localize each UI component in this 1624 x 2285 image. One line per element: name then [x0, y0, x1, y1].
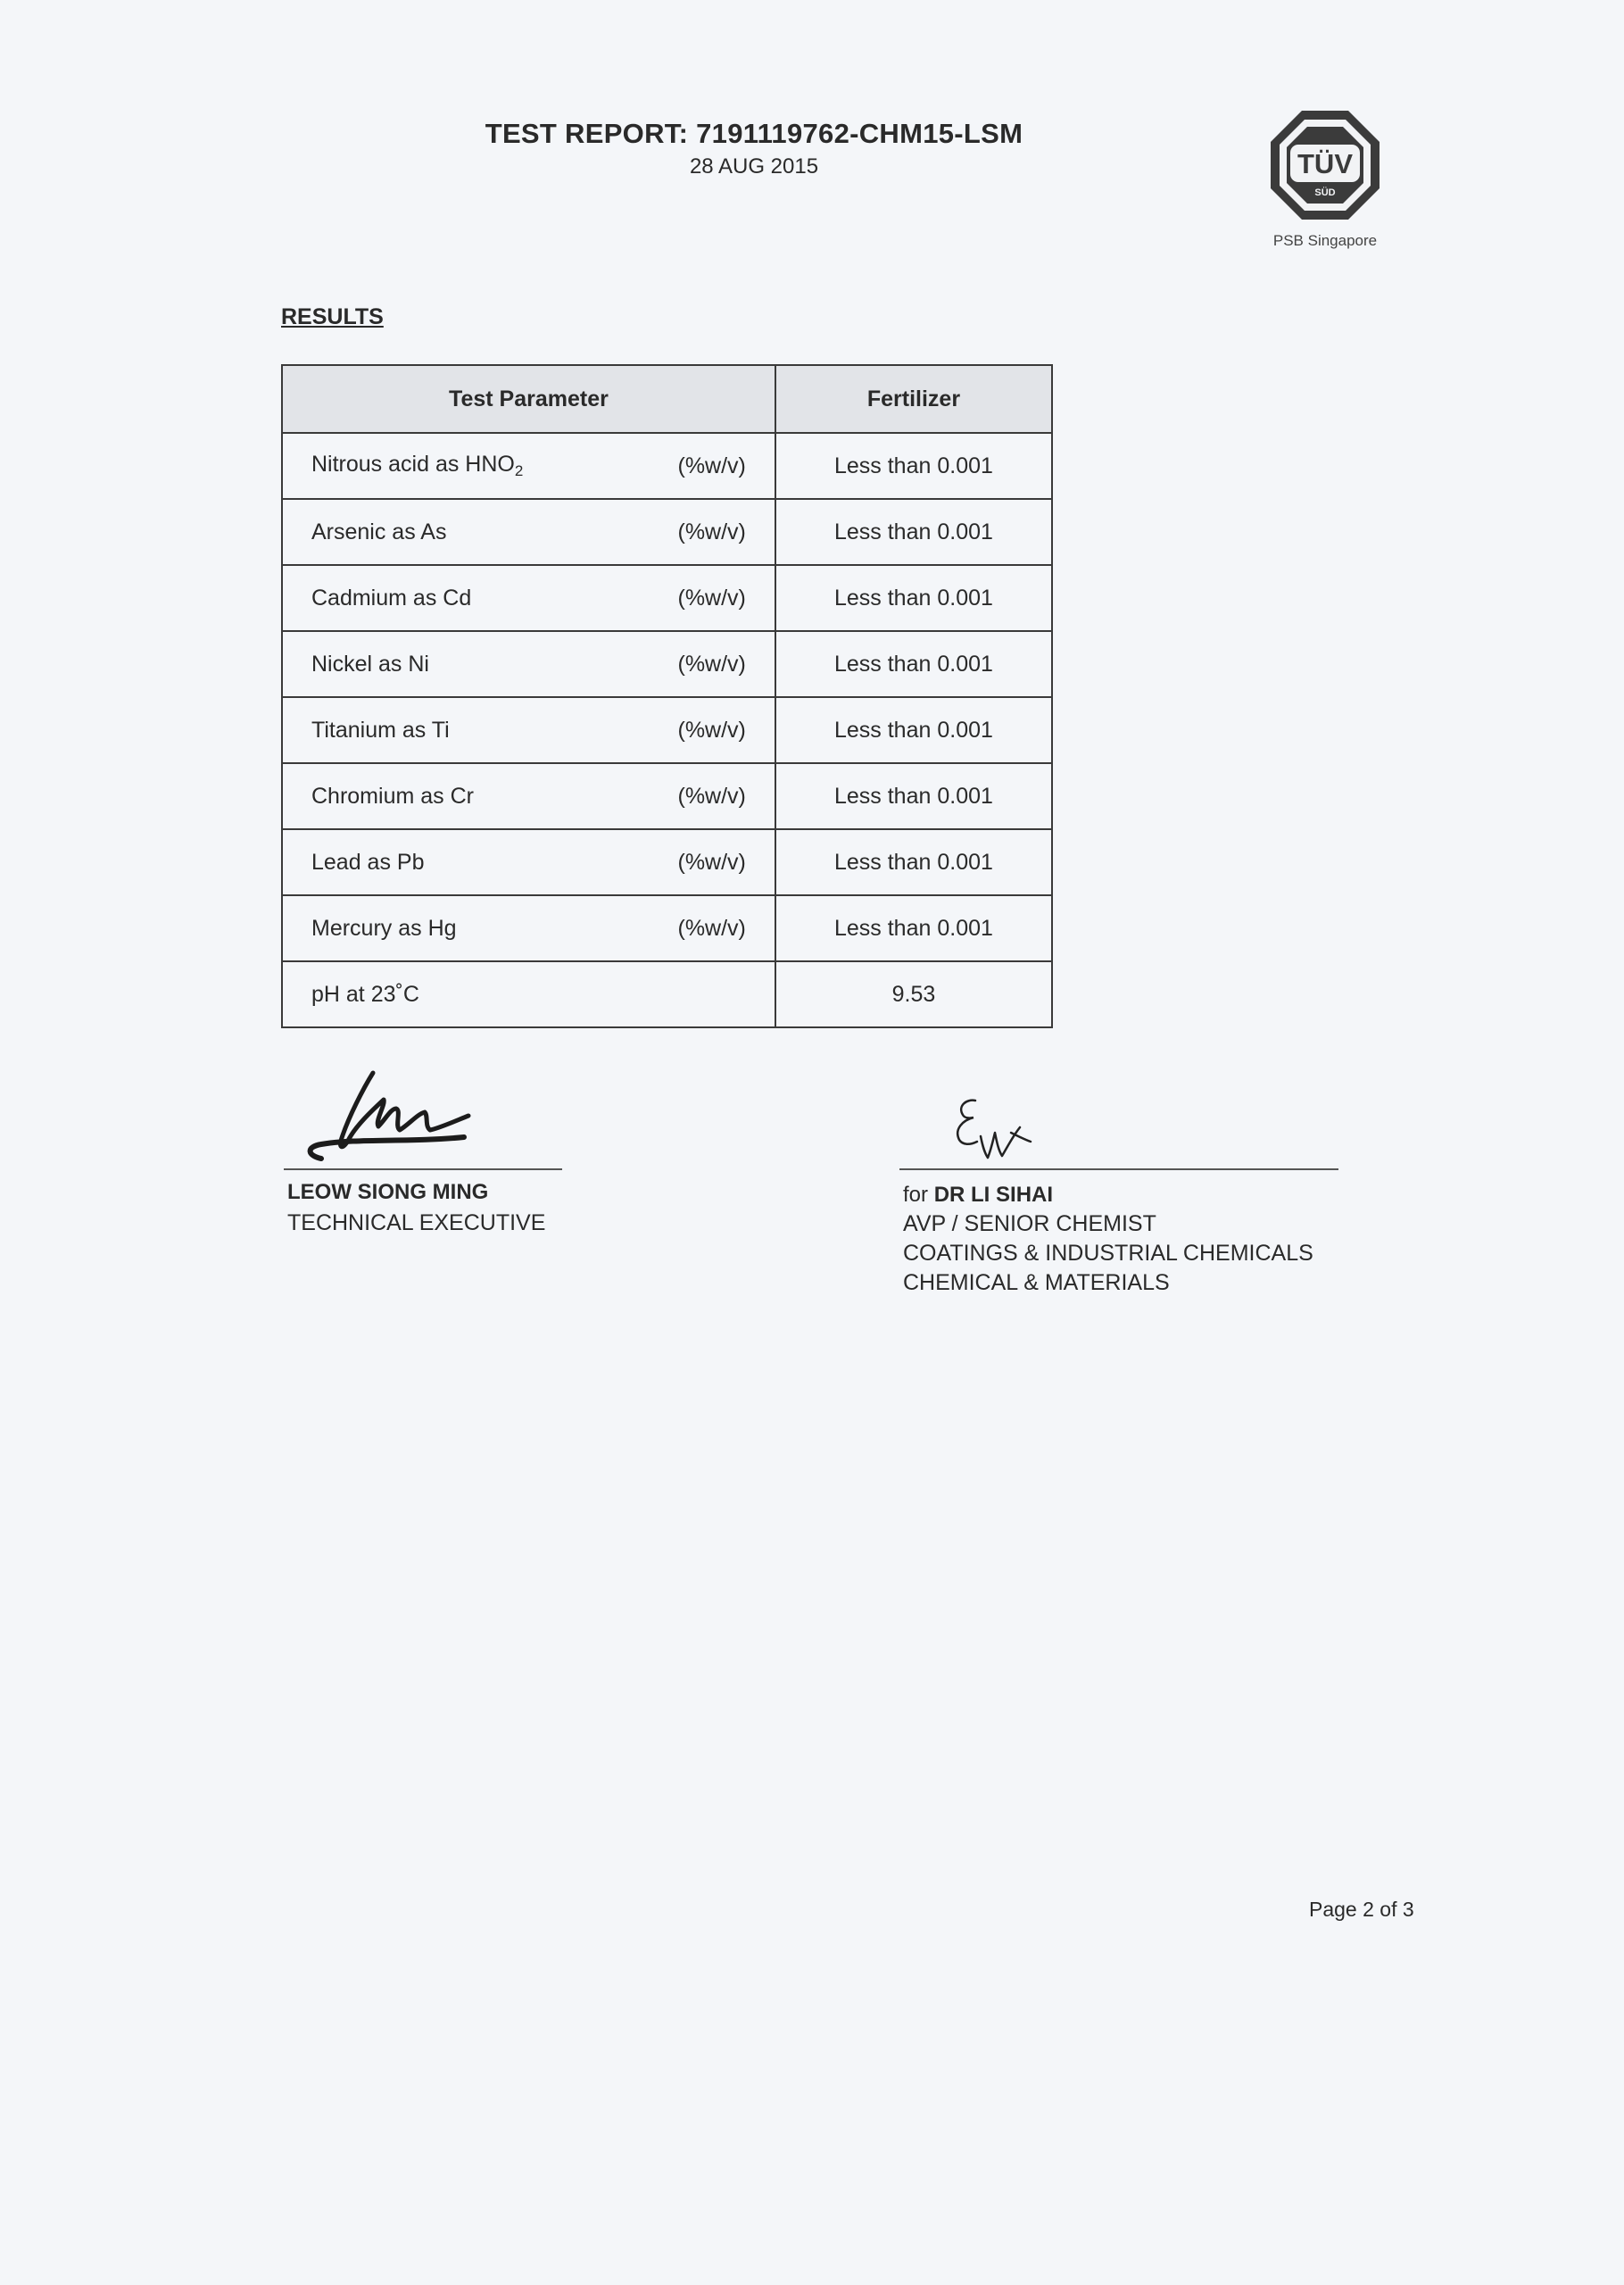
results-heading: RESULTS — [281, 304, 384, 329]
value-cell: Less than 0.001 — [775, 499, 1052, 565]
parameter-cell: pH at 23˚C — [282, 961, 775, 1027]
signature-leow-siong-ming — [286, 1062, 509, 1169]
tuv-sud-octagon-logo-icon — [1269, 109, 1381, 221]
results-table — [281, 364, 1053, 1028]
page-number: Page 2 of 3 — [1309, 1898, 1414, 1921]
signature-line-right — [899, 1168, 1338, 1170]
logo-sub-text: SÜD — [1314, 187, 1336, 198]
report-date: 28 AUG 2015 — [689, 154, 819, 179]
signatory-block-right — [903, 1180, 1313, 1298]
signatory-department: COATINGS & INDUSTRIAL CHEMICALS — [903, 1241, 1313, 1266]
unit-cell: (%w/v) — [617, 433, 775, 499]
parameter-cell — [282, 433, 617, 499]
value-cell: Less than 0.001 — [775, 565, 1052, 631]
parameter-label: Nitrous acid as HNO — [311, 452, 515, 477]
table-row — [282, 499, 1052, 565]
value-cell: Less than 0.001 — [775, 631, 1052, 697]
table-row — [282, 565, 1052, 631]
signatory-title-right: AVP / SENIOR CHEMIST — [903, 1211, 1156, 1236]
parameter-cell: Cadmium as Cd — [282, 565, 617, 631]
tuv-sud-logo — [1263, 109, 1388, 261]
parameter-cell: Mercury as Hg — [282, 895, 617, 961]
signature-li-sihai — [941, 1093, 1057, 1174]
unit-cell: (%w/v) — [617, 895, 775, 961]
parameter-cell: Lead as Pb — [282, 829, 617, 895]
report-title: TEST REPORT: 7191119762-CHM15-LSM — [485, 118, 1023, 149]
column-header-test-parameter: Test Parameter — [282, 365, 775, 433]
parameter-cell: Titanium as Ti — [282, 697, 617, 763]
signatory-division: CHEMICAL & MATERIALS — [903, 1270, 1170, 1295]
unit-cell: (%w/v) — [617, 763, 775, 829]
parameter-cell: Nickel as Ni — [282, 631, 617, 697]
column-header-fertilizer: Fertilizer — [775, 365, 1052, 433]
value-cell: Less than 0.001 — [775, 829, 1052, 895]
table-header-row — [282, 365, 1052, 433]
table-row — [282, 895, 1052, 961]
parameter-subscript: 2 — [514, 462, 524, 479]
value-cell: Less than 0.001 — [775, 697, 1052, 763]
value-cell: 9.53 — [775, 961, 1052, 1027]
parameter-cell: Arsenic as As — [282, 499, 617, 565]
unit-cell: (%w/v) — [617, 499, 775, 565]
table-row — [282, 697, 1052, 763]
signatory-name-left: LEOW SIONG MING — [287, 1180, 489, 1204]
unit-cell: (%w/v) — [617, 631, 775, 697]
table-row — [282, 763, 1052, 829]
signature-line-left — [284, 1168, 562, 1170]
logo-brand-text: TÜV — [1297, 148, 1353, 179]
table-row — [282, 433, 1052, 499]
table-row — [282, 829, 1052, 895]
signatory-for-prefix: for — [903, 1183, 929, 1207]
value-cell: Less than 0.001 — [775, 763, 1052, 829]
unit-cell: (%w/v) — [617, 697, 775, 763]
table-row — [282, 961, 1052, 1027]
value-cell: Less than 0.001 — [775, 433, 1052, 499]
parameter-cell: Chromium as Cr — [282, 763, 617, 829]
value-cell: Less than 0.001 — [775, 895, 1052, 961]
signatory-name-right: DR LI SIHAI — [933, 1183, 1054, 1207]
unit-cell: (%w/v) — [617, 829, 775, 895]
signatory-title-left: TECHNICAL EXECUTIVE — [287, 1210, 546, 1235]
unit-cell: (%w/v) — [617, 565, 775, 631]
table-row — [282, 631, 1052, 697]
logo-caption: PSB Singapore — [1272, 232, 1378, 249]
